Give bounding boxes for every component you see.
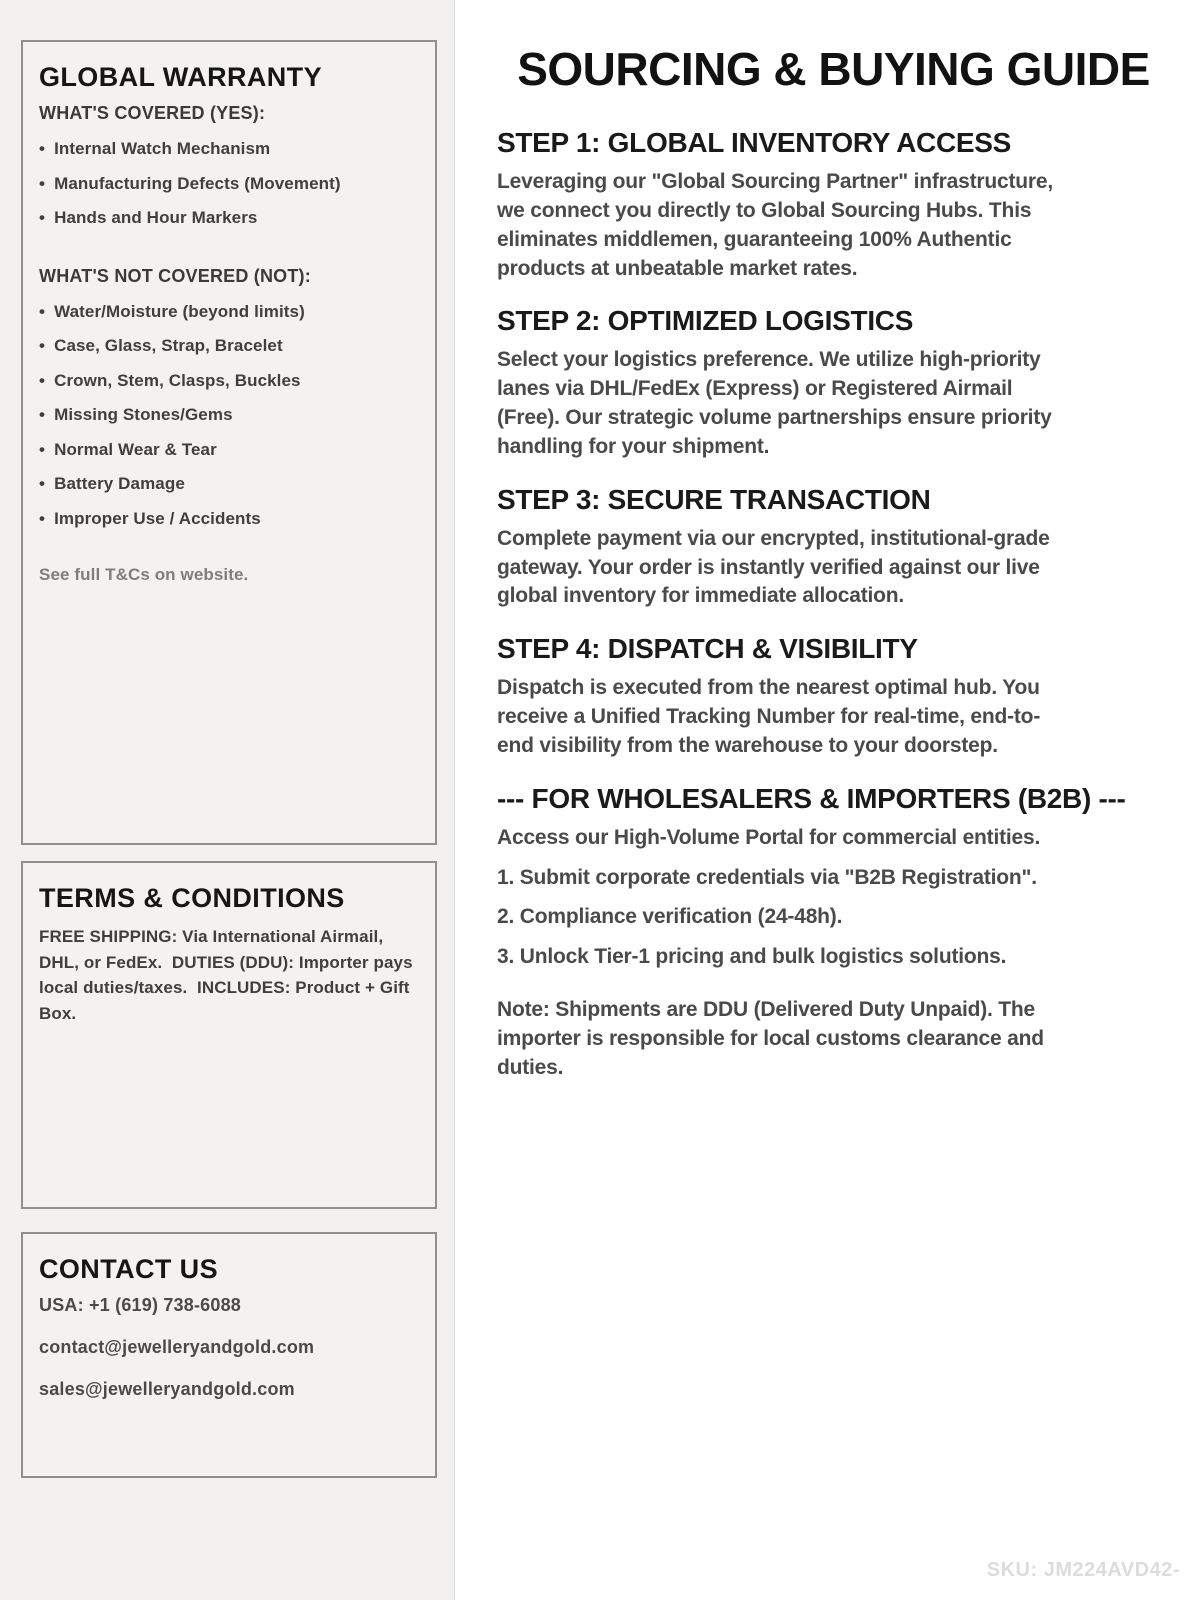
step-3-heading: STEP 3: SECURE TRANSACTION (497, 483, 931, 515)
step-4-paragraph: Dispatch is executed from the nearest optimal hub. You receive a Unified Tracking Number for real-time, end-to-end visibility from the warehouse to your doorstep. (497, 676, 1041, 757)
b2b-section (497, 782, 1170, 1083)
bullet-icon (39, 440, 45, 460)
b2b-heading: --- FOR WHOLESALERS & IMPORTERS (B2B) --- (497, 782, 1126, 814)
ddu-note: Note: Shipments are DDU (Delivered Duty Unpaid). The importer is responsible for local customs clearance and duties. (497, 998, 1044, 1080)
main-content (455, 0, 1200, 1600)
step-3-section (497, 483, 1170, 612)
bullet-icon (39, 336, 45, 356)
bullet-icon (39, 208, 45, 228)
list-item-label: Improper Use / Accidents (54, 508, 261, 528)
list-item-label: Normal Wear & Tear (54, 439, 217, 459)
list-item-label: Battery Damage (54, 474, 185, 494)
step-1-heading: STEP 1: GLOBAL INVENTORY ACCESS (497, 127, 1011, 158)
list-item-label: Internal Watch Mechanism (54, 139, 271, 159)
step-1-section (497, 126, 1170, 283)
terms-conditions-box (21, 861, 437, 1209)
sales-email: sales@jewelleryandgold.com (39, 1379, 295, 1400)
warranty-footnote: See full T&Cs on website. (39, 564, 249, 584)
step-2-heading: STEP 2: OPTIMIZED LOGISTICS (497, 305, 914, 337)
list-item-label: Crown, Stem, Clasps, Buckles (54, 370, 301, 390)
list-item (39, 336, 413, 356)
list-item (39, 208, 413, 228)
list-item-label: Water/Moisture (beyond limits) (54, 301, 305, 321)
list-item (39, 139, 413, 159)
contact-title: CONTACT US (39, 1254, 218, 1284)
bullet-icon (39, 405, 45, 425)
step-4-heading: STEP 4: DISPATCH & VISIBILITY (497, 633, 918, 665)
covered-heading: WHAT'S COVERED (YES): (39, 103, 266, 124)
sidebar (0, 0, 455, 1600)
page-title: SOURCING & BUYING GUIDE (517, 43, 1150, 95)
step-1-paragraph: Leveraging our "Global Sourcing Partner" infrastructure, we connect you directly to Global Sourcing Hubs. This eliminates middlemen, guaranteeing 100% Authentic products at unbeatable market rates. (497, 169, 1053, 280)
list-item-label: Case, Glass, Strap, Bracelet (54, 336, 283, 356)
list-item-label: Manufacturing Defects (Movement) (54, 173, 341, 193)
step-4-section (497, 632, 1170, 761)
b2b-item-3: 3. Unlock Tier-1 pricing and bulk logistics solutions. (497, 945, 1007, 969)
bullet-icon (39, 509, 45, 529)
list-item (39, 302, 413, 322)
list-item (39, 440, 413, 460)
step-2-section (497, 304, 1170, 461)
contact-email: contact@jewelleryandgold.com (39, 1337, 315, 1358)
list-item-label: Missing Stones/Gems (54, 405, 233, 425)
covered-list (39, 139, 413, 228)
b2b-intro: Access our High-Volume Portal for commercial entities. (497, 825, 1041, 849)
step-2-paragraph: Select your logistics preference. We utilize high-priority lanes via DHL/FedEx (Express) or Registered Airmail (Free). Our strategic volume partnerships ensure priority handling for your shipment. (497, 348, 1052, 458)
global-warranty-box (21, 40, 437, 845)
not-covered-heading: WHAT'S NOT COVERED (NOT): (39, 265, 311, 286)
warranty-title: GLOBAL WARRANTY (39, 62, 322, 92)
terms-title: TERMS & CONDITIONS (39, 883, 345, 913)
bullet-icon (39, 474, 45, 494)
b2b-item-1: 1. Submit corporate credentials via "B2B Registration". (497, 865, 1037, 889)
terms-body: FREE SHIPPING: Via International Airmail, DHL, or FedEx. DUTIES (DDU): Importer pays local duties/taxes. INCLUDES: Product + Gift Box. (39, 927, 418, 1023)
bullet-icon (39, 139, 45, 159)
bullet-icon (39, 302, 45, 322)
list-item (39, 474, 413, 494)
contact-phone: USA: +1 (619) 738-6088 (39, 1295, 242, 1316)
bullet-icon (39, 174, 45, 194)
list-item-label: Hands and Hour Markers (54, 208, 258, 228)
b2b-item-2: 2. Compliance verification (24-48h). (497, 905, 843, 929)
bullet-icon (39, 371, 45, 391)
step-3-paragraph: Complete payment via our encrypted, institutional-grade gateway. Your order is instantly verified against our live global inventory for immediate allocation. (497, 526, 1050, 608)
list-item (39, 509, 413, 529)
list-item (39, 371, 413, 391)
contact-us-box (21, 1232, 437, 1478)
sku-label: SKU: JM224AVD42- (986, 1559, 1180, 1581)
not-covered-list (39, 302, 413, 529)
list-item (39, 174, 413, 194)
list-item (39, 405, 413, 425)
